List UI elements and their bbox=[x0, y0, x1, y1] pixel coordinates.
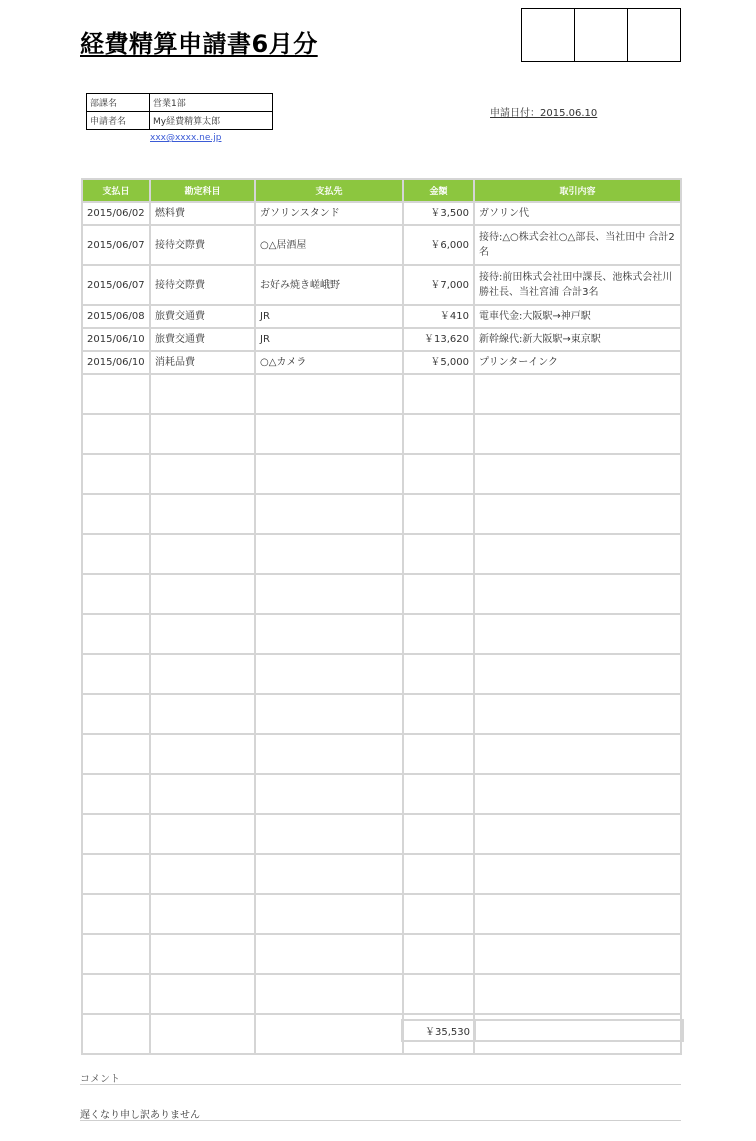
cell-payee: JR bbox=[255, 328, 403, 351]
empty-cell bbox=[150, 854, 255, 894]
cell-payee: ○△カメラ bbox=[255, 351, 403, 374]
empty-cell bbox=[403, 414, 474, 454]
empty-cell bbox=[474, 414, 681, 454]
cell-date: 2015/06/10 bbox=[82, 328, 150, 351]
empty-cell bbox=[255, 734, 403, 774]
applicant-value: My経費精算太郎 bbox=[150, 112, 273, 130]
empty-cell bbox=[474, 694, 681, 734]
cell-amount: ￥3,500 bbox=[403, 202, 474, 225]
cell-account: 旅費交通費 bbox=[150, 305, 255, 328]
empty-cell bbox=[403, 894, 474, 934]
empty-table-row bbox=[82, 894, 681, 934]
empty-cell bbox=[255, 894, 403, 934]
cell-amount: ￥5,000 bbox=[403, 351, 474, 374]
empty-cell bbox=[82, 734, 150, 774]
empty-cell bbox=[150, 934, 255, 974]
empty-table-row bbox=[82, 814, 681, 854]
empty-table-row bbox=[82, 454, 681, 494]
empty-cell bbox=[474, 494, 681, 534]
cell-amount: ￥7,000 bbox=[403, 265, 474, 305]
empty-table-row bbox=[82, 574, 681, 614]
total-amount: ￥35,530 bbox=[402, 1020, 475, 1041]
empty-cell bbox=[474, 374, 681, 414]
cell-details: 新幹線代:新大阪駅→東京駅 bbox=[474, 328, 681, 351]
table-row bbox=[82, 328, 681, 351]
empty-table-row bbox=[82, 414, 681, 454]
empty-cell bbox=[150, 1014, 255, 1054]
comment-divider bbox=[80, 1120, 681, 1121]
cell-amount: ￥410 bbox=[403, 305, 474, 328]
empty-cell bbox=[255, 534, 403, 574]
cell-details: プリンターインク bbox=[474, 351, 681, 374]
empty-cell bbox=[474, 774, 681, 814]
empty-cell bbox=[82, 454, 150, 494]
empty-cell bbox=[82, 694, 150, 734]
cell-account: 旅費交通費 bbox=[150, 328, 255, 351]
empty-cell bbox=[150, 374, 255, 414]
empty-cell bbox=[255, 854, 403, 894]
stamp-box bbox=[628, 9, 680, 61]
empty-cell bbox=[255, 774, 403, 814]
empty-cell bbox=[82, 894, 150, 934]
applicant-info-table bbox=[86, 93, 273, 130]
empty-cell bbox=[82, 414, 150, 454]
empty-cell bbox=[82, 774, 150, 814]
empty-cell bbox=[255, 654, 403, 694]
cell-date: 2015/06/08 bbox=[82, 305, 150, 328]
empty-cell bbox=[150, 814, 255, 854]
empty-cell bbox=[82, 374, 150, 414]
empty-cell bbox=[474, 894, 681, 934]
header-account-item: 勘定科目 bbox=[150, 179, 255, 202]
cell-date: 2015/06/07 bbox=[82, 265, 150, 305]
empty-cell bbox=[255, 614, 403, 654]
table-header-row bbox=[82, 179, 681, 202]
empty-cell bbox=[403, 494, 474, 534]
empty-cell bbox=[150, 694, 255, 734]
page-title: 経費精算申請書6月分 bbox=[80, 30, 318, 58]
empty-cell bbox=[403, 574, 474, 614]
empty-cell bbox=[150, 574, 255, 614]
stamp-box bbox=[575, 9, 628, 61]
empty-cell bbox=[82, 574, 150, 614]
empty-cell bbox=[255, 934, 403, 974]
apply-date: 申請日付：2015.06.10 bbox=[490, 108, 598, 119]
empty-cell bbox=[474, 614, 681, 654]
header-payee: 支払先 bbox=[255, 179, 403, 202]
empty-table-row bbox=[82, 734, 681, 774]
empty-table-row bbox=[82, 694, 681, 734]
empty-cell bbox=[82, 974, 150, 1014]
empty-cell bbox=[403, 974, 474, 1014]
empty-cell bbox=[150, 494, 255, 534]
empty-cell bbox=[255, 574, 403, 614]
cell-account: 消耗品費 bbox=[150, 351, 255, 374]
dept-label: 部課名 bbox=[87, 94, 150, 112]
empty-cell bbox=[403, 814, 474, 854]
empty-cell bbox=[255, 694, 403, 734]
empty-cell bbox=[150, 734, 255, 774]
empty-table-row bbox=[82, 974, 681, 1014]
comment-label: コメント bbox=[80, 1074, 120, 1085]
approval-stamp-boxes bbox=[521, 8, 681, 62]
cell-account: 燃料費 bbox=[150, 202, 255, 225]
empty-cell bbox=[255, 414, 403, 454]
empty-cell bbox=[255, 494, 403, 534]
empty-cell bbox=[403, 654, 474, 694]
empty-cell bbox=[150, 614, 255, 654]
empty-cell bbox=[150, 974, 255, 1014]
empty-table-row bbox=[82, 374, 681, 414]
empty-cell bbox=[474, 974, 681, 1014]
empty-cell bbox=[82, 934, 150, 974]
cell-date: 2015/06/02 bbox=[82, 202, 150, 225]
table-row bbox=[82, 305, 681, 328]
email-link[interactable]: xxx@xxxx.ne.jp bbox=[150, 133, 222, 143]
table-row bbox=[82, 202, 681, 225]
empty-table-row bbox=[82, 934, 681, 974]
table-row bbox=[82, 351, 681, 374]
empty-cell bbox=[474, 814, 681, 854]
cell-payee: ○△居酒屋 bbox=[255, 225, 403, 265]
empty-table-row bbox=[82, 654, 681, 694]
empty-cell bbox=[474, 534, 681, 574]
empty-table-row bbox=[82, 614, 681, 654]
cell-payee: お好み焼き嵯峨野 bbox=[255, 265, 403, 305]
cell-date: 2015/06/07 bbox=[82, 225, 150, 265]
comment-divider bbox=[80, 1084, 681, 1085]
header-amount: 金額 bbox=[403, 179, 474, 202]
empty-cell bbox=[403, 934, 474, 974]
empty-cell bbox=[403, 734, 474, 774]
expense-table bbox=[81, 178, 682, 1055]
dept-value: 営業1部 bbox=[150, 94, 273, 112]
cell-details: 電車代金:大阪駅→神戸駅 bbox=[474, 305, 681, 328]
empty-cell bbox=[474, 934, 681, 974]
cell-account: 接待交際費 bbox=[150, 225, 255, 265]
empty-table-row bbox=[82, 534, 681, 574]
empty-cell bbox=[255, 1014, 403, 1054]
empty-cell bbox=[255, 974, 403, 1014]
cell-amount: ￥13,620 bbox=[403, 328, 474, 351]
empty-cell bbox=[255, 454, 403, 494]
empty-cell bbox=[474, 654, 681, 694]
empty-cell bbox=[150, 414, 255, 454]
empty-cell bbox=[403, 774, 474, 814]
empty-cell bbox=[403, 454, 474, 494]
cell-details: 接待:前田株式会社田中課長、池株式会社川勝社長、当社宮浦 合計3名 bbox=[474, 265, 681, 305]
total-row bbox=[401, 1019, 684, 1042]
empty-cell bbox=[403, 374, 474, 414]
table-row bbox=[82, 225, 681, 265]
header-transaction-details: 取引内容 bbox=[474, 179, 681, 202]
cell-payee: ガソリンスタンド bbox=[255, 202, 403, 225]
empty-table-row bbox=[82, 774, 681, 814]
cell-details: ガソリン代 bbox=[474, 202, 681, 225]
stamp-box bbox=[522, 9, 575, 61]
comment-text: 遅くなり申し訳ありません bbox=[80, 1110, 200, 1121]
empty-table-row bbox=[82, 494, 681, 534]
empty-cell bbox=[474, 574, 681, 614]
empty-cell bbox=[82, 494, 150, 534]
empty-cell bbox=[82, 1014, 150, 1054]
empty-cell bbox=[82, 654, 150, 694]
empty-cell bbox=[82, 814, 150, 854]
cell-date: 2015/06/10 bbox=[82, 351, 150, 374]
empty-cell bbox=[150, 774, 255, 814]
empty-cell bbox=[82, 614, 150, 654]
empty-cell bbox=[403, 614, 474, 654]
empty-table-row bbox=[82, 854, 681, 894]
empty-cell bbox=[150, 894, 255, 934]
empty-cell bbox=[403, 694, 474, 734]
table-row bbox=[82, 265, 681, 305]
empty-cell bbox=[82, 534, 150, 574]
empty-cell bbox=[255, 814, 403, 854]
cell-amount: ￥6,000 bbox=[403, 225, 474, 265]
applicant-label: 申請者名 bbox=[87, 112, 150, 130]
empty-cell bbox=[474, 734, 681, 774]
empty-cell bbox=[255, 374, 403, 414]
cell-payee: JR bbox=[255, 305, 403, 328]
empty-cell bbox=[150, 454, 255, 494]
empty-cell bbox=[82, 854, 150, 894]
empty-cell bbox=[403, 854, 474, 894]
header-payment-date: 支払日 bbox=[82, 179, 150, 202]
empty-cell bbox=[150, 534, 255, 574]
empty-cell bbox=[403, 534, 474, 574]
empty-cell bbox=[474, 854, 681, 894]
cell-details: 接待:△○株式会社○△部長、当社田中 合計2名 bbox=[474, 225, 681, 265]
empty-cell bbox=[150, 654, 255, 694]
cell-account: 接待交際費 bbox=[150, 265, 255, 305]
empty-cell bbox=[474, 454, 681, 494]
total-empty-cell bbox=[475, 1020, 683, 1041]
